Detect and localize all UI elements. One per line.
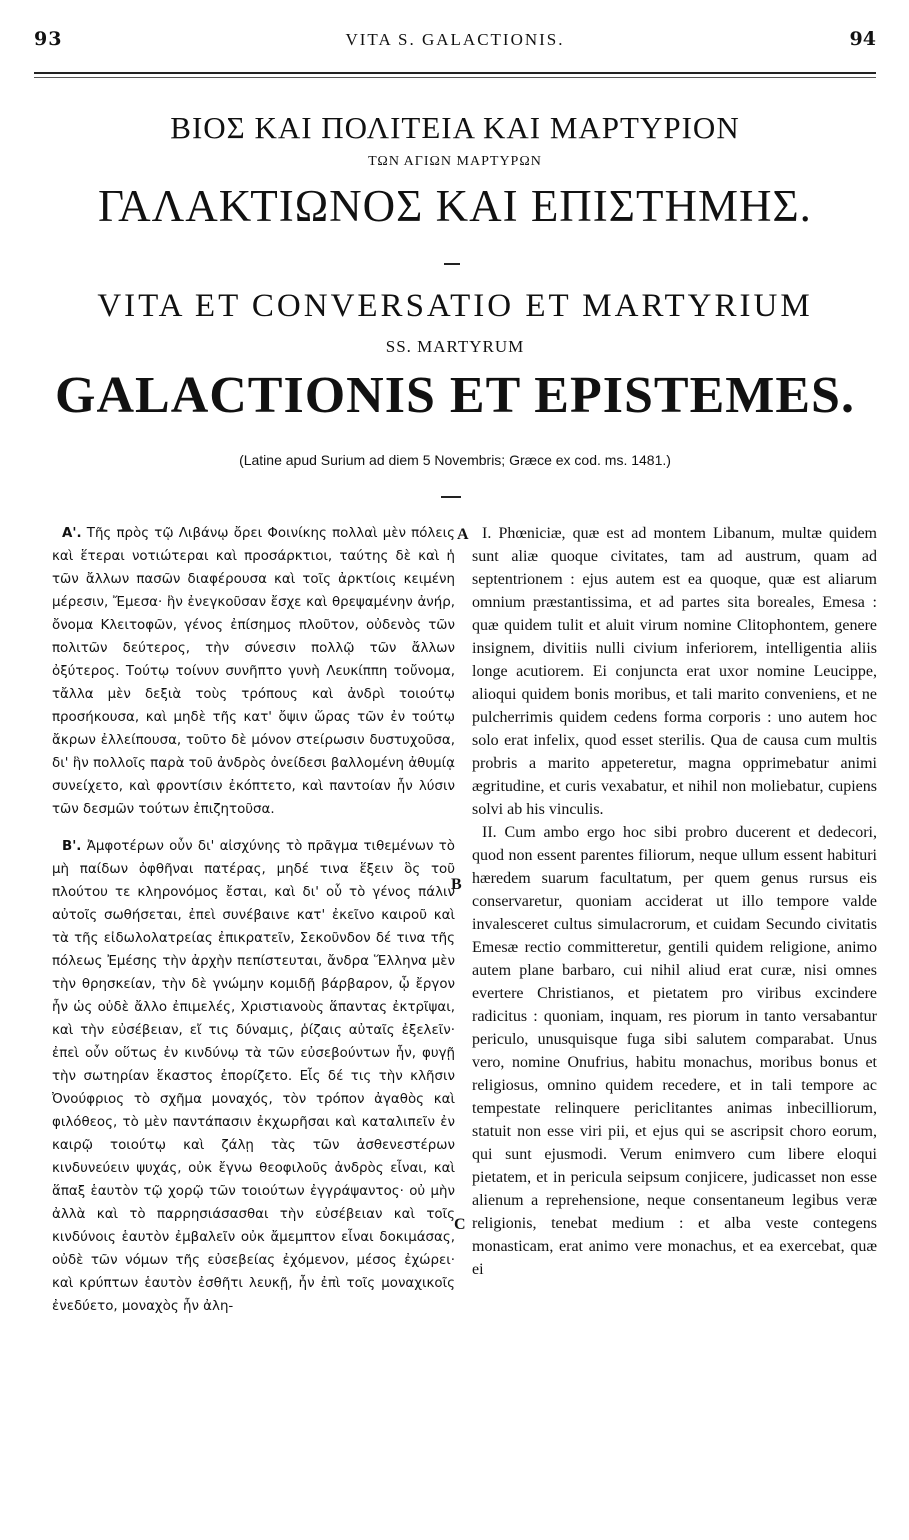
latin-column [472,522,877,1281]
header-rule [34,72,876,74]
latin-title-line2: SS. MARTYRUM [385,337,525,356]
latin-title-line1: VITA ET CONVERSATIO ET MARTYRIUM [97,288,813,324]
latin-paragraph-2 [472,821,877,1281]
page-number-left: 93 [34,28,63,50]
margin-mark-c: C [454,1216,466,1233]
latin-text-1: Phœniciæ, quæ est ad montem Libanum, multæ quidem sunt aliæ quoque civitates, tam ad austrum, quam ad septentrionem : ejus autem est ea quoque, quæ est aliarum omnium præstantissima, et ad partes sita boreales, Emesa : quæ quidem tulit et aluit virum nomine Clitophontem, genere insignem, divitiis nulli civium inferiorem, intelligentia aliis longe acutiorem. Ei conjuncta erat uxor nomine Leucippe, alioqui quidem bonis moribus, et tali marito conveniens, et ne pulcherrimis quidem cedens forma corporis : uno autem hoc solo erat infelix, quod esset sterilis. Qua de causa cum multis probris a marito appeteretur, magna opprimebatur animi ægritudine, et curis vexabatur, et nihil non moliebatur, cupiens solvi ab his vinculis. [472,525,878,818]
latin-text-2: Cum ambo ergo hoc sibi probro ducerent et dedecori, quod non essent parentes filiorum, neque ullum essent habituri hæredem suarum facultatum, per quem genus rursus eis conservaretur, quoniam acciderat ut illo tempore valde invalesceret cultus simulacrorum, et cuidam Secundo civitatis Emesæ rectio committeretur, gentili quidem religione, animo autem plane barbaro, cui nihil aliud erat curæ, nisi omnes evertere Christianos, et pietatem pro viribus excindere radicitus : quoniam, inquam, res piorum in tanto versabantur periculo, unusquisque fuga sibi salutem comparabat. Unus vero, nomine Onufrius, habitu monachus, moribus bonus et religiosus, omnino quidem recedere, et in tali tempore ac tempestate relinquere periclitantes animas inbecilliorum, statuit non esse viri pii, et ejus qui se ascripsit choro eorum, qui sunt ejusmodi. Verum enimvero cum libere eloqui pietatem, et in pericula seipsum conjicere, judicasset non esse alienum a reprehensione, neque consentaneum legibus veræ religionis, tenebat medium : et alba veste contegens monasticam, erat animo vere monachus, et ea exercebat, quæ ei [472,824,877,1278]
title-divider [444,263,460,265]
greek-title-line3: ΓΑΛΑΚΤΙΩΝΟΣ ΚΑΙ ΕΠΙΣΤΗΜΗΣ. [98,181,812,231]
margin-mark-b: B [451,876,462,893]
greek-paragraph-1 [52,522,455,821]
margin-mark-a: A [457,526,469,543]
running-header [34,28,876,54]
greek-text-2: Ἀμφοτέρων οὖν δι' αἰσχύνης τὸ πρᾶγμα τιθεμένων τὸ μὴ παίδων ὀφθῆναι πατέρας, μηδέ τινα ἕξειν ὃς τοῦ πλούτου τε κληρονόμος ἔσται, καὶ δι' οὗ τὸ γένος πάλιν αὐτοῖς σωθήσεται, ἐπεὶ συνέβαινε κατ' ἐκεῖνο καιροῦ καὶ τὰ τῆς εἰδωλολατρείας ἐπικρατεῖν, Σεκοῦνδον δέ τινα τῆς πόλεως Ἐμέσης τὴν ἀρχὴν πεπίστευται, ἄνδρα Ἕλληνα μὲν τὴν θρησκείαν, τὴν δὲ γνώμην κομιδῇ βάρβαρον, ᾧ ἔργον ἦν ὡς οὐδὲ ἄλλο ἐπιμελές, Χριστιανοὺς ἅπαντας ἐκτρῖψαι, καὶ τὴν εὐσέβειαν, εἴ τις δύναμις, ῥίζαις αὐταῖς ἐξελεῖν· ἐπεὶ οὖν οὕτως ἐν κινδύνῳ τὰ τῶν εὐσεβούντων ἦν, φυγῇ τὴν σωτηρίαν ἕκαστος ἐπορίζετο. Εἷς δέ τις τὴν κλῆσιν Ὀνούφριος τὸ σχῆμα μοναχός, τὸν τρόπον ἀγαθὸς καὶ φιλόθεος, τὸ μὲν παντάπασιν ἐκχωρῆσαι καὶ καταλιπεῖν ἐν καιρῷ τοιούτῳ καὶ ζάλῃ τὰς τῶν ἀσθενεστέρων κινδυνεύειν ψυχάς, οὐκ ἔγνω θεοφιλοῦς ἀνδρὸς εἶναι, καὶ ἅπαξ ἑαυτὸν τῷ χορῷ τῶν τοιούτων ἐγγράψαντος· οὐ μὴν ἀλλὰ καὶ τὸ παρρησιάσασθαι τὴν εὐσέβειαν καὶ τοῖς κινδύνοις ἑαυτὸν ἐμβαλεῖν οὐκ ἄμεμπτον εἶναι δοκιμάσας, οὐδὲ τῶν νόμων τῆς εὐσεβείας ἐχόμενον, μέσος ἐχώρει· καὶ κρύπτων ἑαυτὸν ἐσθῆτι λευκῇ, ἦν ἐπὶ τοῖς μοναχικοῖς ἐνεδύετο, μοναχὸς ἦν ἀλη- [52,839,455,1314]
latin-section-number-2: II. [482,824,497,841]
page-number-right: 94 [849,28,876,50]
latin-section-number-1: I. [482,525,492,542]
greek-title-line2: ΤΩΝ ΑΓΙΩΝ ΜΑΡΤΥΡΩΝ [368,154,542,169]
latin-paragraph-1 [472,522,877,821]
running-title: VITA S. GALACTIONIS. [345,30,565,49]
greek-column [52,522,455,1332]
greek-title-line1: ΒΙΟΣ ΚΑΙ ΠΟΛΙΤΕΙΑ ΚΑΙ ΜΑΡΤΥΡΙΟΝ [170,110,740,145]
note-divider [441,496,461,498]
greek-paragraph-2 [52,835,455,1318]
greek-section-number-2: Β'. [62,839,82,854]
source-note: (Latine apud Surium ad diem 5 Novembris; Græce ex cod. ms. 1481.) [239,452,671,468]
header-rule-thin [34,77,876,78]
greek-text-1: Τῆς πρὸς τῷ Λιβάνῳ ὄρει Φοινίκης πολλαὶ μὲν πόλεις καὶ ἕτεραι νοτιώτεραι καὶ προσάρκτιοι, ταύτης δὲ καὶ ἡ τῶν ἄλλων πασῶν διαφέρουσα καὶ τοῖς ἀρκτίοις κειμένη μέρεσιν, Ἔμεσα· ἣν ἐνεγκοῦσαν ἔσχε καὶ θρεψαμένην ἀνήρ, ὄνομα Κλειτοφῶν, γένος ἐπίσημος πλοῦτον, οὐδενὸς τῶν πολιτῶν δεύτερος, τὴν σύνεσιν πολλῷ τῶν ἄλλων ὀξύτερος. Τούτῳ τοίνυν συνῆπτο γυνὴ Λευκίππη τοὔνομα, τἄλλα μὲν δεξιὰ τοὺς τρόπους καὶ ἀνδρὶ τοιούτῳ προσήκουσα, καὶ μηδὲ τῆς κατ' ὄψιν ὥρας τῶν ἐν τούτῳ ἄκρων ἐλλείπουσα, τοῦτο δὲ μόνον στείρωσιν δυστυχοῦσα, δι' ἣν πολλοῖς παρὰ τοῦ ἀνδρὸς ὀνείδεσι βαλλομένη ἀθυμίᾳ συνείχετο, καὶ φροντίσιν ἐκόπτετο, καὶ παντοίαν ἦν λύσιν τῶν δεσμῶν τούτων ἐπιζητοῦσα. [52,526,455,817]
latin-title-line3: GALACTIONIS ET EPISTEMES. [55,367,855,424]
greek-section-number-1: Α'. [62,526,82,541]
